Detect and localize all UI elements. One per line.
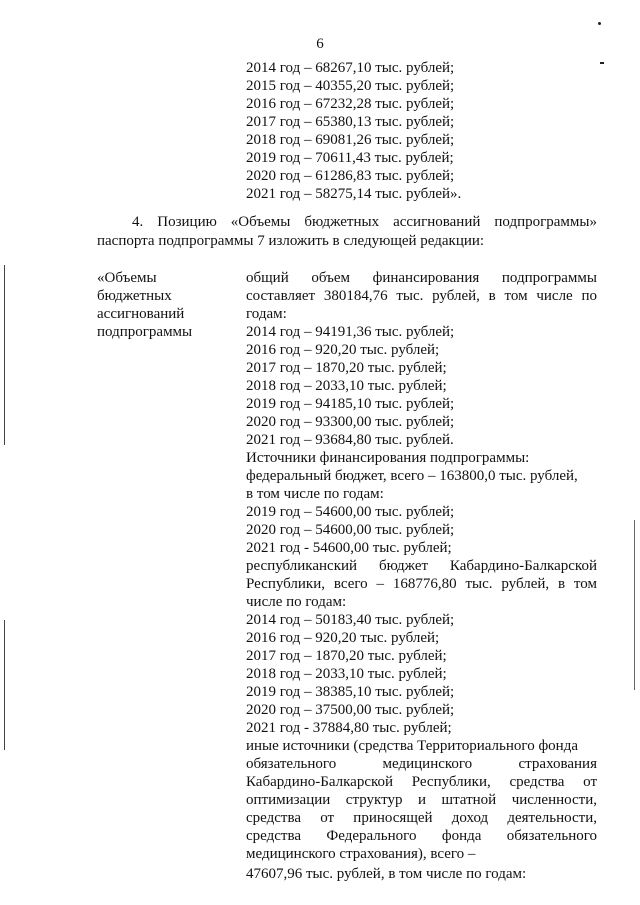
left-label-line: бюджетных [97,288,172,304]
right-text-line: обязательного медицинского страхования [246,756,597,772]
right-text-line: 2019 год – 38385,10 тыс. рублей; [246,684,455,700]
right-text-line: иные источники (средства Территориального фонда [246,738,578,754]
right-text-line: Кабардино-Балкарской Республики, средства от [246,774,597,790]
top-year-line: 2020 год – 61286,83 тыс. рублей; [246,168,455,184]
right-text-line: 47607,96 тыс. рублей, в том числе по годам: [246,866,527,882]
right-text-line: в том числе по годам: [246,486,384,502]
top-year-line: 2015 год – 40355,20 тыс. рублей; [246,78,455,94]
right-text-line: медицинского страхования), всего – [246,846,476,862]
left-label-line: ассигнований [97,306,185,322]
right-text-line: федеральный бюджет, всего – 163800,0 тыс. рублей, [246,468,578,484]
right-text-line: 2021 год – 93684,80 тыс. рублей. [246,432,454,448]
right-text-line: общий объем финансирования подпрограммы [246,270,597,286]
scan-dot-mark [598,22,601,25]
right-text-line: средства от приносящей доход деятельности, [246,810,597,826]
scan-tick-mark [600,62,604,64]
right-text-line: числе по годам: [246,594,347,610]
right-text-line: 2018 год – 2033,10 тыс. рублей; [246,378,447,394]
right-text-line: 2014 год – 50183,40 тыс. рублей; [246,612,455,628]
right-text-line: 2016 год – 920,20 тыс. рублей; [246,630,440,646]
scan-edge-line [634,520,635,690]
top-year-line: 2019 год – 70611,43 тыс. рублей; [246,150,454,166]
right-text-line: 2019 год – 94185,10 тыс. рублей; [246,396,455,412]
right-text-line: республиканский бюджет Кабардино-Балкарской [246,558,597,574]
right-text-line: оптимизации структур и штатной численности, [246,792,597,808]
scan-edge-line [4,265,5,445]
top-year-line: 2016 год – 67232,28 тыс. рублей; [246,96,455,112]
right-text-line: составляет 380184,76 тыс. рублей, в том числе по [246,288,597,304]
right-text-line: 2020 год – 37500,00 тыс. рублей; [246,702,455,718]
right-text-line: 2017 год – 1870,20 тыс. рублей; [246,360,447,376]
paragraph-4-line2: паспорта подпрограммы 7 изложить в следующей редакции: [97,233,485,249]
paragraph-4-line1: 4. Позицию «Объемы бюджетных ассигнований подпрограммы» [132,214,597,230]
right-text-line: 2017 год – 1870,20 тыс. рублей; [246,648,447,664]
top-year-line: 2014 год – 68267,10 тыс. рублей; [246,60,455,76]
right-text-line: 2019 год – 54600,00 тыс. рублей; [246,504,455,520]
top-year-line: 2021 год – 58275,14 тыс. рублей». [246,186,462,202]
left-label-line: «Объемы [97,270,157,286]
right-text-line: 2020 год – 54600,00 тыс. рублей; [246,522,455,538]
right-text-line: 2020 год – 93300,00 тыс. рублей; [246,414,455,430]
right-text-line: 2018 год – 2033,10 тыс. рублей; [246,666,447,682]
page-number: 6 [316,36,324,52]
right-text-line: 2016 год – 920,20 тыс. рублей; [246,342,440,358]
right-text-line: Источники финансирования подпрограммы: [246,450,530,466]
scan-edge-line [4,620,5,750]
right-text-line: Республики, всего – 168776,80 тыс. рублей, в том [246,576,597,592]
left-label-line: подпрограммы [97,324,193,340]
right-text-line: 2021 год - 54600,00 тыс. рублей; [246,540,452,556]
right-text-line: средства Федерального фонда обязательного [246,828,597,844]
top-year-line: 2017 год – 65380,13 тыс. рублей; [246,114,455,130]
top-year-line: 2018 год – 69081,26 тыс. рублей; [246,132,455,148]
right-text-line: 2021 год - 37884,80 тыс. рублей; [246,720,452,736]
right-text-line: 2014 год – 94191,36 тыс. рублей; [246,324,455,340]
right-text-line: годам: [246,306,287,322]
